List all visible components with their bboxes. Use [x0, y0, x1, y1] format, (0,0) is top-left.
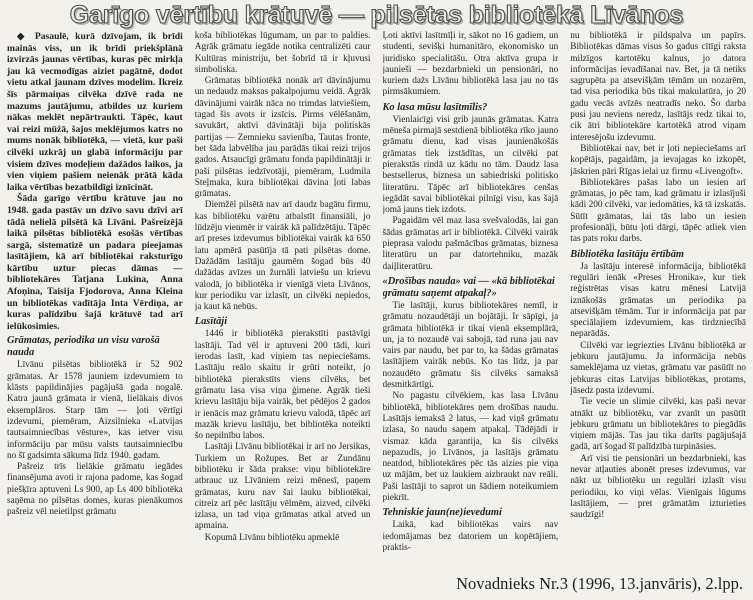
paragraph: Pašreiz trīs lielākie grāmatu iegādes finansējuma avoti ir rajona padome, kas šogad piešķīra aptuveni Ls 900, ap Ls 400 bibliotēka saņēma no pilsētas domes, kuras pienākumos pašreiz vēl neietilpst grāmatu	[7, 462, 183, 518]
paragraph: 1446 ir bibliotēkā pierakstīti pastāvīgi lasītāji. Tad vēl ir aptuveni 200 tādi, kuri ierodas lasīt, kad viņiem tas nepieciešams. Lasītāju reālo skaitu ir grūti noteikt, jo bibliotēkā pierakstīts viens cilvēks, bet grāmatu lasa visa viņa ģimene. Agrāk tieši krievu lasītāju bija vairāk, bet pēdējos 2 gados ir ienācis maz grāmatu krievu valodā, tāpēc arī mazāk krievu lasītāju, bet bibliotēka noteikti šo nepilnību labos.	[194, 329, 371, 442]
article-column-1	[7, 31, 183, 600]
paragraph: Līvānu pilsētas bibliotēkā ir 52 902 grāmatas. Ar 1578 jauniem izdevumiem to klāsts papildinājies pagājušā gada nogalē. Katra jaunā grāmata ir vienā, lielākais divos eksemplāros. Starp tām — ļoti vērtīgi izdevumi, piemēram, Aizsilnieka «Latvijas tautsaimniecības vēsture», kas ietver visu informāciju par mūsu valsts tautsaimniecību no šī gadsimta sākuma līdz 1940. gadam.	[7, 360, 183, 461]
paragraph: koša bibliotēkas lūgumam, un par to paldies. Agrāk grāmatu iegāde notika centralizēti caur Kultūras ministriju, bet šobrīd tā ir kļuvusi simboliska.	[194, 31, 371, 75]
paragraph: Bibliotekāres pašas labo un iesien arī grāmatas, jo pēc tam, kad grāmatu ir izlasījuši kādi 200 cilvēki, var iedomāties, kā tā izskatās. Sūtīt grāmatas, lai tās labo un iesien profesionāļi, būtu ļoti dārgi, tāpēc atliek vien tas pats roku darbs.	[570, 177, 746, 245]
paragraph: No pagastu cilvēkiem, kas lasa Līvānu bibliotēkā, bibliotekāres ņem drošības naudu. Lasītājs iemaksā 2 latus, — kad viņš grāmatu izlasa, šo naudu saņem atpakaļ. Tādējādi ir vismaz kāda garantija, ka šis cilvēks nepazudīs, jo Līvānos, ja lasītājs grāmatu neatdod, bibliotekāres pēc tās aizies pie viņa uz mājām, bet uz laukiem aizbraukt nav reāli. Paši lasītāji to saprot un šādiem noteikumiem piekrīt.	[382, 391, 559, 503]
paragraph: nu bibliotēkā ir pildspalva un papīrs. Bibliotēkas dāmas visus šo gadus cītīgi raksta milzīgos kartotēku kalnus, jo datora informācijas ievadīšanai nav. Bet, ja tā netiks sagrupēta pa atsevišķām tēmām un nozarēm, tad visa periodika būs tikai makulatūra, jo 20 gadu vecās avīzēs neatradīs neko. Šo darba pusi jau neviens neredz, lasītājs redz tikai to, cik ātri bibliotekāre kartotēkā atrod viņam interesējošu izdevumu.	[570, 31, 746, 143]
paragraph: Ja lasītāju interesē informācija, bibliotēkā regulāri ienāk «Preses Hronika», kur tiek reģistrētas visas katru mēnesi Latvijā iznākošās grāmatas un periodika pa atsevišķām tēmām. Tur ir informācija pat par speciālajiem izdevumiem, kas tirdzniecībā neparādās.	[570, 261, 746, 340]
paragraph: Lasītāji Līvānu bibliotēkai ir arī no Jersikas, Turkiem un Rožupes. Bet ar Zundānu bibliotēku ir šāda prakse: viņu bibliotekāre atbrauc uz Līvāniem reizi mēnesī, paņem grāmatas, kuru nav šai lauku bibliotēkai, citreiz arī pēc lasītāju vēlmēm, aizved, cilvēki izlasa, un tad viņa grāmatas atkal atved un apmaina.	[194, 442, 371, 532]
article-column-3	[383, 31, 559, 600]
paragraph: Ļoti aktīvi lasītmīļi ir, sākot no 16 gadiem, un studenti, sevišķi humanitāro, ekonomisko un juridisko specialitāšu. Otra aktīva grupa ir jaunieši — bezdarbnieki un pensionāri, no kuriem dažs Līvānu bibliotēkā lasa jau no tās pirmsākumiem.	[382, 31, 559, 98]
section-heading: Lasītāji	[194, 316, 228, 328]
article-body	[7, 31, 746, 600]
paragraph: Tie vecie un slimie cilvēki, kas paši nevar atnākt uz bibliotēku, var zvanīt un pasūtīt jebkuru grāmatu un bibliotekāres to piegādās viņiem mājās. Tas jau tika darīts pagājušajā gadā, arī šogad šī palīdzība turpināsies.	[570, 397, 746, 453]
paragraph: ◆ Pasaulē, kurā dzīvojam, ik brīdi mainās viss, un ik brīdi priekšplānā izvirzās jaunas vērtības, kuras pēc mirkļa jau kā vecmodīgas aiziet pagātnē, dodot vietu atkal jaunam dzīves modelim. Ikreiz šīs pārmaiņas cilvēka dzīvē rada ne mazums jautājumu, atbildes uz kuriem nākas meklēt nepārtraukti. Tāpēc, kaut vai reizi mūžā, šajos meklējumos katrs no mums nonāk bibliotēkā, — vietā, kur paši cilvēki uzkrāj un glabā informāciju par visiem dzīves modeļiem dažādos laikos, ja vien viņiem pašiem neienāk prātā kāda laika vērtības bezatbildīgi iznīcināt.	[7, 31, 183, 193]
paragraph: Grāmatas bibliotēkā nonāk arī dāvinājumu un nedaudz maksas pakalpojumu veidā. Agrāk dāvinājumi vairāk nāca no trimdas latviešiem, tagad šis avots ir izsīcis. Pirms vēlēšanām, savukārt, aktīvi dāvinātāji bija politiskās partijas — Zemnieku savienība, Tautas fronte, bet šāda labvēlība jau parādās tikai reizi trijos gados. Atsaucīgi grāmatu fonda papildinātāji ir paši pilsētas iedzīvotāji, piemēram, Ludmila Steļmaka, kura bibliotēkai dāvina ļoti labas grāmatas.	[194, 76, 371, 200]
paragraph: Šāda garīgo vērtību krātuve jau no 1948. gada pastāv un dzīvo savu dzīvi arī tādā nelielā pilsētā kā Līvāni. Pašreizējā laikā pilsētas bibliotēkā esošās vērtības sargā, sistematizē un padara pieejamas lasītājiem, kā arī bibliotēkai raksturīgo kārtību uztur piecas dāmas — bibliotekāres Tatjana Lukina, Anna Afoņina, Taisija Fjodorova, Anna Kleina un bibliotēkas vadītāja Inta Vērdiņa, ar kuras palīdzību šajā krātuvē tad arī ielūkosimies.	[7, 193, 183, 332]
paragraph: Bibliotēkai nav, bet ir ļoti nepieciešams arī kopētājs, pagaidām, ja ievajagas ko izkopēt, jāskrien pāri Rīgas ielai uz firmu «Livengoft».	[570, 143, 746, 177]
section-heading: Ko lasa mūsu lasītmīlis?	[382, 101, 488, 113]
paragraph: Arī visi tie pensionāri un bezdarbnieki, kas nevar atļauties abonēt preses izdevumus, var nākt uz bibliotēku un regulāri izlasīt visu periodiku, ko viņi vēlas. Vienīgais lūgums lasītājiem, — pret grāmatām izturieties saudzīgi!	[570, 453, 746, 521]
article-column-4	[570, 31, 746, 600]
paragraph: Diemžēl pilsētā nav arī daudz bagātu firmu, kas bibliotēku varētu atbalstīt finansiāli, jo lūdzēju vienmēr ir vairāk kā palīdzētāju. Tāpēc arī preses izdevumus bibliotēkai vairāk kā 650 latu apmērā pasūtīja tā pati pilsētas dome. Dažādām lasītāju gaumēm šogad būs 40 dažādas avīzes un žurnāli latviešu un krievu valodā, jo bibliotēka ir vienīgā vieta Līvānos, kur periodiku var izlasīt, un cilvēki nepiedos, ja kaut kā nebūs.	[194, 200, 371, 313]
section-heading: «Drošības nauda» vai — «kā bibliotēkai grāmatu saņemt atpakaļ?»	[382, 275, 555, 299]
paragraph: Laikā, kad bibliotēkas vairs nav iedomājamas bez datoriem un kopētājiem, praktis-	[382, 520, 559, 553]
paragraph: Cilvēki var iegriezties Līvānu bibliotēkā ar jebkuru jautājumu. Ja informācija nebūs sameklējama uz vietas, grāmatu var pasūtīt no jebkuras citas Latvijas bibliotēkas, protams, jāsedz pasta izdevumi.	[570, 340, 746, 396]
paragraph: Kopumā Līvānu bibliotēku apmeklē	[204, 532, 340, 543]
paragraph: Pagaidām vēl maz lasa svešvalodās, lai gan šādas grāmatas arī ir bibliotēkā. Cilvēki vairāk pieprasa valodu pašmācības grāmatas, biznesa literatūru un par datortehniku, mazāk daiļliteratūru.	[382, 216, 559, 272]
section-heading: Tehniskie jaun(ne)ievedumi	[382, 507, 502, 519]
article-headline: Garīgo vērtību krātuvē — pilsētas bibliotēkā Līvānos	[69, 1, 684, 29]
paragraph: Tie lasītāji, kurus bibliotekāres nemīl, ir grāmatu nozaudētāji un bojātāji. Ir sāpīgi, ja grāmata bibliotēkā ir tikai vienā eksemplārā, un, ja to nozaudē vai sabojā, tad runa jau nav vairs par naudu, bet par to, ka šādas grāmatas lasītājiem vairāk nebūs. Ko tas līdz, ja par nozaudēto grāmatu šis cilvēks samaksā desmitkārtīgi.	[382, 300, 559, 391]
source-citation: Novadnieks Nr.3 (1996, 13.janvāris), 2.lpp.	[448, 574, 743, 594]
article-column-2	[195, 31, 371, 600]
paragraph: Vienlaicīgi visi grib jaunās grāmatas. Katra mēneša pirmajā sestdienā bibliotēka rīko jauno grāmatu dienu, kad visas jaunienākošās grāmatas tiek izstādītas, un cilvēki pat pierakstās rindā uz kādu no tām. Daudz lasa bestsellerus, biznesa un sabiedriski politisko literatūru. Tāpēc arī bibliotekāres cenšas iegādāt savai bibliotēkai pilnīgi visu, kas šajā jomā jauns tiek izdots.	[382, 114, 559, 216]
section-heading: Grāmatas, periodika un visu varošā nauda	[7, 335, 160, 359]
section-heading: Bibliotēka lasītāju ērtībām	[570, 248, 684, 260]
